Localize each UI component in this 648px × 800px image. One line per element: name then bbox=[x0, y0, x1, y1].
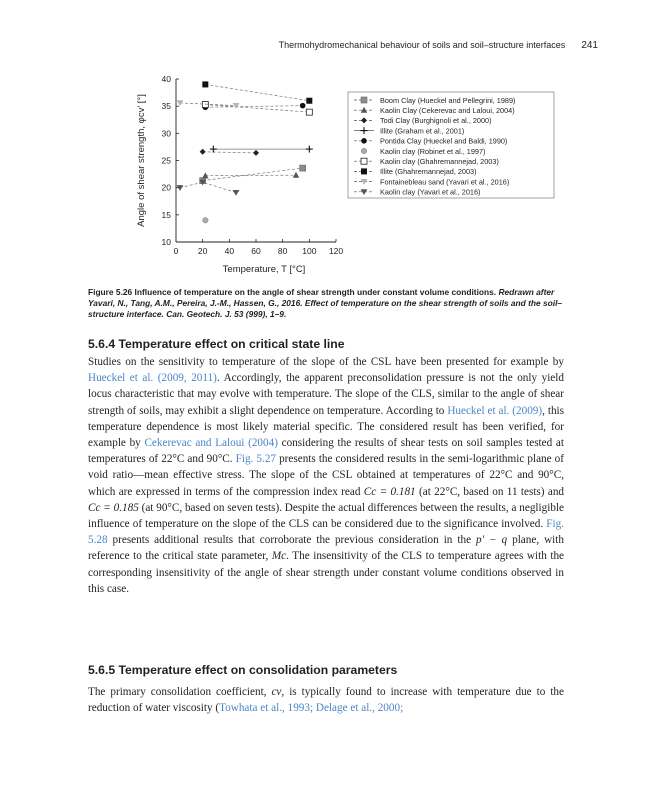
legend-label: Kaolin Clay (Cekerevac and Laloui, 2004) bbox=[380, 106, 515, 115]
section-565-paragraph bbox=[88, 684, 564, 716]
x-tick-label: 100 bbox=[302, 246, 317, 256]
text-run: (at 22°C, based on 11 tests) and bbox=[415, 485, 565, 498]
legend-marker bbox=[361, 168, 367, 174]
text-run: , this temperature dependence is most likely material specific. The considered result has been verified, for example by bbox=[88, 404, 564, 450]
ref-hueckel-2009[interactable]: Hueckel et al. (2009) bbox=[447, 404, 543, 417]
data-point bbox=[200, 149, 206, 155]
series-line bbox=[180, 182, 236, 192]
ref-fig-5-27[interactable]: Fig. 5.27 bbox=[235, 453, 277, 466]
figure-caption bbox=[88, 287, 570, 321]
legend-item bbox=[361, 147, 485, 156]
text-run: . Accordingly, the apparent preconsolidation pressure is not the only yield locus characteristic that may evolve with temperature. The slope of the CLS, similar to the angle of shear strength of soils, may exhibit a slight dependence on temperature. According to bbox=[88, 372, 564, 417]
series-0 bbox=[200, 165, 306, 183]
y-tick-label: 25 bbox=[161, 155, 171, 166]
x-axis-title: Temperature, T [°C] bbox=[222, 264, 306, 275]
x-tick-label: 60 bbox=[251, 246, 261, 256]
x-tick-label: 20 bbox=[197, 246, 208, 256]
series-4 bbox=[203, 103, 306, 110]
text-run: presents additional results that corroborate the previous consideration in the bbox=[107, 534, 477, 547]
legend-label: Todi Clay (Burghignoli et al., 2000) bbox=[380, 116, 492, 126]
series-line bbox=[203, 168, 303, 180]
x-tick-label: 120 bbox=[328, 246, 344, 256]
legend-marker bbox=[361, 138, 367, 144]
series-6 bbox=[202, 102, 312, 116]
pq-plane: p′ − q bbox=[476, 534, 508, 547]
data-point bbox=[293, 172, 299, 178]
series-line bbox=[205, 175, 296, 176]
data-point bbox=[253, 150, 259, 156]
text-run: Studies on the sensitivity to temperature of the slope of the CSL have been presented for example by bbox=[88, 356, 564, 368]
data-point bbox=[306, 146, 313, 153]
ref-towhata-delage[interactable]: Towhata et al., 1993; Delage et al., 2000; bbox=[219, 702, 404, 715]
data-point bbox=[233, 190, 240, 196]
legend bbox=[348, 92, 554, 198]
data-point bbox=[210, 146, 217, 153]
legend-label: Kaolin clay (Yavari et al., 2016) bbox=[380, 187, 481, 197]
caption-source: Redrawn after Yavari, N., Tang, A.M., Pereira, J.-M., Hassen, G., 2016. Effect of temperature on the shear strength of soils and the soil–structure interface. Can. Geotech. J. 53 (999), 1–9. bbox=[88, 287, 563, 320]
legend-label: Boom Clay (Hueckel and Pellegrini, 1989) bbox=[380, 95, 516, 105]
legend-label: Pontida Clay (Hueckel and Baldi, 1990) bbox=[380, 136, 508, 146]
data-point bbox=[202, 81, 208, 87]
text-run: presents the considered results in the semi-logarithmic plane of void ratio—mean effective stress. The slope of the CSL obtained at temperatures of 22°C and 90°C, which are expressed in terms of the compression index read bbox=[88, 453, 564, 498]
legend-label: Fontainebleau sand (Yavari et al., 2016) bbox=[380, 177, 510, 187]
data-point bbox=[202, 172, 208, 178]
caption-text: Influence of temperature on the angle of shear strength under constant volume conditions. bbox=[132, 287, 497, 297]
ref-cekerevac-laloui-2004[interactable]: Cekerevac and Laloui (2004) bbox=[144, 437, 278, 450]
series-7 bbox=[202, 81, 312, 103]
series-9 bbox=[177, 180, 240, 196]
legend-label: Illite (Ghahremannejad, 2003) bbox=[380, 167, 477, 177]
series-line bbox=[205, 105, 309, 113]
section-564-paragraph bbox=[88, 354, 564, 597]
shear-strength-figure bbox=[100, 72, 560, 282]
x-tick-label: 80 bbox=[277, 246, 288, 256]
running-title: Thermohydromechanical behaviour of soils and soil–structure interfaces bbox=[278, 40, 566, 50]
text-run: The primary consolidation coefficient, bbox=[88, 686, 272, 698]
mc-parameter: Mc bbox=[271, 550, 287, 563]
series-1 bbox=[202, 172, 299, 179]
caption-label: Figure 5.26 bbox=[88, 287, 133, 297]
x-tick-label: 0 bbox=[173, 246, 179, 256]
ref-fig-5-28[interactable]: Fig. 5.28 bbox=[88, 518, 564, 547]
text-run: , is typically found to increase with temperature due to the reduction of water viscosity ( bbox=[88, 686, 564, 715]
y-tick-label: 30 bbox=[161, 128, 171, 139]
data-point bbox=[306, 98, 312, 104]
page-number: 241 bbox=[581, 40, 598, 51]
legend-label: Kaolin clay (Robinet et al., 1997) bbox=[380, 146, 486, 156]
y-tick-label: 20 bbox=[161, 182, 171, 193]
text-run: plane, with reference to the critical state parameter, bbox=[88, 534, 564, 563]
legend-label: Kaolin clay (Ghahremannejad, 2003) bbox=[380, 157, 499, 166]
text-run: . The insensitivity of the CLS to temperature agrees with the corresponding insensitivity of the angle of shear strength under constant volume conditions observed in this case. bbox=[88, 550, 564, 595]
series-line bbox=[205, 106, 302, 108]
running-head bbox=[279, 40, 598, 51]
section-heading-565: 5.6.5 Temperature effect on consolidation parameters bbox=[88, 663, 398, 677]
ref-hueckel-2009-2011[interactable]: Hueckel et al. (2009, 2011) bbox=[88, 372, 217, 385]
section-heading-564: 5.6.4 Temperature effect on critical state line bbox=[88, 337, 345, 351]
data-point bbox=[300, 103, 306, 109]
cc-value-90c: Cc = 0.185 bbox=[88, 501, 139, 514]
data-point bbox=[300, 165, 306, 171]
series-3 bbox=[210, 146, 313, 153]
legend-marker bbox=[361, 148, 367, 154]
data-point bbox=[306, 109, 312, 115]
legend-label: Illite (Graham et al., 2001) bbox=[380, 126, 465, 136]
series-line bbox=[203, 152, 256, 153]
axes bbox=[136, 74, 343, 275]
y-tick-label: 40 bbox=[161, 74, 171, 84]
series-5 bbox=[203, 217, 209, 223]
plot-area bbox=[177, 81, 313, 223]
data-point bbox=[233, 103, 240, 109]
y-tick-label: 10 bbox=[161, 237, 171, 247]
legend-marker bbox=[361, 158, 367, 164]
series-2 bbox=[200, 149, 259, 156]
y-axis-title: Angle of shear strength, φcv' [°] bbox=[136, 94, 147, 227]
text-run: considering the results of shear tests on soil samples tested at temperatures of 22°C and 90°C. bbox=[88, 437, 564, 466]
x-tick-label: 40 bbox=[224, 246, 235, 256]
text-run: (at 90°C, based on seven tests). Despite the actual differences between the results, a negligible influence of temperature on the slope of the CLS can be considered due to the significance involved. bbox=[88, 501, 565, 531]
y-tick-label: 15 bbox=[161, 209, 171, 220]
cv-coefficient: cv bbox=[271, 686, 282, 698]
cc-value-22c: Cc = 0.181 bbox=[363, 485, 416, 498]
series-line bbox=[205, 84, 309, 100]
data-point bbox=[203, 217, 209, 223]
legend-marker bbox=[361, 97, 367, 103]
y-tick-label: 35 bbox=[161, 101, 171, 112]
